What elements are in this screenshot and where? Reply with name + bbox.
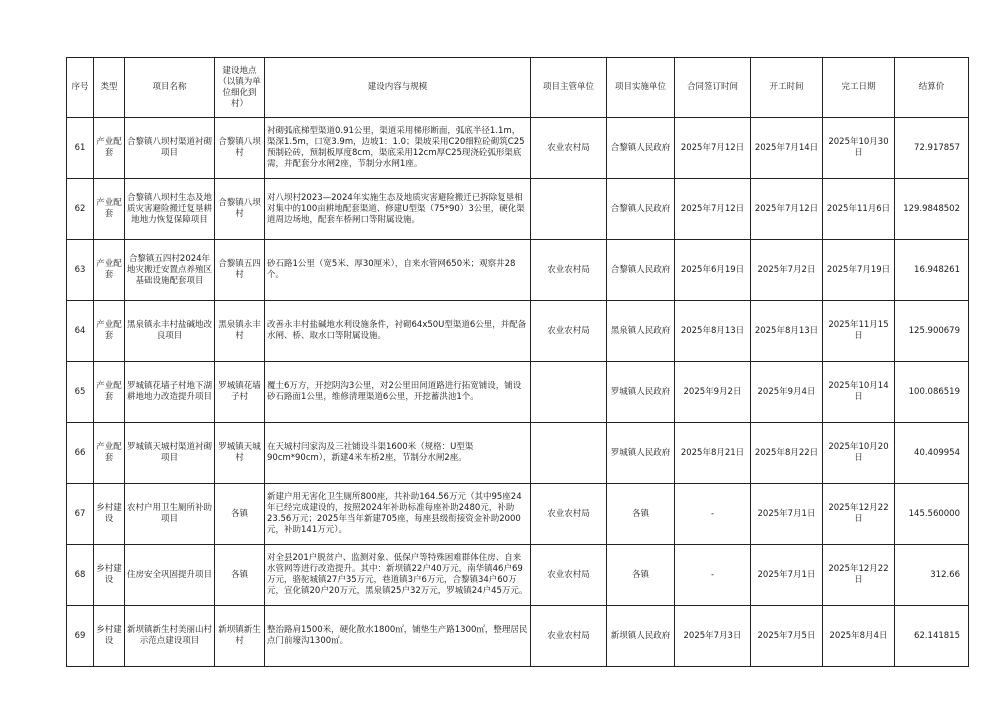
cell-seq: 69 xyxy=(67,606,94,667)
cell-content: 新建户用无害化卫生厕所800座，共补助164.56万元（其中95座24年已经完成建设的，按照2024年补助标准每座补助2480元，补助23.56万元；2025年当年新建705座，每座县级衔接资金补助2000元，补助141万元）。 xyxy=(265,484,531,545)
cell-dept: 农业农村局 xyxy=(531,484,607,545)
cell-location: 合黎镇八坝村 xyxy=(215,179,265,240)
cell-type: 产业配套 xyxy=(94,423,125,484)
cell-content: 整治路肩1500米，硬化散水1800㎡，铺垫生产路1300㎡，整理居民点门前壕沟1300㎡。 xyxy=(265,606,531,667)
table-row xyxy=(67,606,969,667)
cell-contract: 2025年8月21日 xyxy=(675,423,751,484)
table-row xyxy=(67,301,969,362)
cell-start: 2025年7月1日 xyxy=(751,484,823,545)
cell-location: 合黎镇五四村 xyxy=(215,240,265,301)
cell-name: 合黎镇五四村2024年地灾搬迁安置点养殖区基础设施配套项目 xyxy=(125,240,215,301)
cell-amount: 72.917857 xyxy=(895,118,969,179)
cell-seq: 68 xyxy=(67,545,94,606)
cell-impl: 合黎镇人民政府 xyxy=(607,118,675,179)
cell-amount: 16.948261 xyxy=(895,240,969,301)
table-row xyxy=(67,423,969,484)
cell-type: 乡村建设 xyxy=(94,545,125,606)
cell-content: 砂石路1公里（宽5米、厚30厘米），自来水管网650米；观察井28个。 xyxy=(265,240,531,301)
cell-impl: 罗城镇人民政府 xyxy=(607,362,675,423)
cell-contract: - xyxy=(675,545,751,606)
cell-start: 2025年7月14日 xyxy=(751,118,823,179)
cell-type: 乡村建设 xyxy=(94,606,125,667)
cell-dept: 农业农村局 xyxy=(531,301,607,362)
table-header-row xyxy=(67,58,969,118)
cell-impl: 各镇 xyxy=(607,484,675,545)
cell-name: 农村户用卫生厕所补助项目 xyxy=(125,484,215,545)
cell-name: 罗城镇天城村渠道衬砌项目 xyxy=(125,423,215,484)
cell-contract: 2025年7月3日 xyxy=(675,606,751,667)
cell-dept: 农业农村局 xyxy=(531,240,607,301)
cell-type: 产业配套 xyxy=(94,240,125,301)
cell-seq: 64 xyxy=(67,301,94,362)
cell-amount: 62.141815 xyxy=(895,606,969,667)
cell-end: 2025年11月6日 xyxy=(823,179,895,240)
cell-type: 乡村建设 xyxy=(94,484,125,545)
cell-location: 罗城镇花墙子村 xyxy=(215,362,265,423)
cell-start: 2025年8月22日 xyxy=(751,423,823,484)
cell-start: 2025年7月2日 xyxy=(751,240,823,301)
header-type: 类型 xyxy=(94,58,125,118)
cell-location: 黑泉镇永丰村 xyxy=(215,301,265,362)
header-impl: 项目实施单位 xyxy=(607,58,675,118)
cell-contract: 2025年6月19日 xyxy=(675,240,751,301)
header-amount: 结算价 xyxy=(895,58,969,118)
table-row xyxy=(67,118,969,179)
table-row xyxy=(67,545,969,606)
cell-seq: 65 xyxy=(67,362,94,423)
cell-content: 覆土6万方，开挖阴沟3公里，对2公里田间道路进行拓宽铺设，铺设砂石路面1公里，维修清理渠道6公里，开挖蓄洪池1个。 xyxy=(265,362,531,423)
cell-dept: 农业农村局 xyxy=(531,545,607,606)
cell-name: 合黎镇八坝村渠道衬砌项目 xyxy=(125,118,215,179)
cell-start: 2025年9月4日 xyxy=(751,362,823,423)
header-content: 建设内容与规模 xyxy=(265,58,531,118)
header-dept: 项目主管单位 xyxy=(531,58,607,118)
project-table-sheet xyxy=(66,57,968,667)
cell-impl: 罗城镇人民政府 xyxy=(607,423,675,484)
cell-start: 2025年7月12日 xyxy=(751,179,823,240)
cell-impl: 新坝镇人民政府 xyxy=(607,606,675,667)
header-start: 开工时间 xyxy=(751,58,823,118)
cell-contract: 2025年9月2日 xyxy=(675,362,751,423)
cell-location: 各镇 xyxy=(215,484,265,545)
cell-impl: 各镇 xyxy=(607,545,675,606)
cell-seq: 62 xyxy=(67,179,94,240)
cell-amount: 145.560000 xyxy=(895,484,969,545)
cell-dept: 农业农村局 xyxy=(531,606,607,667)
cell-location: 合黎镇八坝村 xyxy=(215,118,265,179)
cell-amount: 100.086519 xyxy=(895,362,969,423)
cell-contract: 2025年7月12日 xyxy=(675,118,751,179)
cell-name: 合黎镇八坝村生态及地质灾害避险搬迁复垦耕地地力恢复保障项目 xyxy=(125,179,215,240)
cell-seq: 67 xyxy=(67,484,94,545)
header-contract: 合同签订时间 xyxy=(675,58,751,118)
cell-content: 对全县201户脱贫户、监测对象、低保户等特殊困难群体住房、自来水管网等进行改造提升。其中：新坝镇22户40万元，南华镇46户69万元，骆驼城镇27户35万元，巷道镇3户6万元，合黎镇34户60万元，宣化镇20户20万元，黑泉镇25户32万元，罗城镇24户45万元。 xyxy=(265,545,531,606)
table-row xyxy=(67,484,969,545)
cell-dept xyxy=(531,362,607,423)
cell-impl: 合黎镇人民政府 xyxy=(607,179,675,240)
cell-dept xyxy=(531,423,607,484)
cell-amount: 40.409954 xyxy=(895,423,969,484)
cell-content: 在天城村闫家沟及三社铺设斗渠1600米（规格：U型渠90cm*90cm），新建4米车桥2座，节制分水闸2座。 xyxy=(265,423,531,484)
cell-type: 产业配套 xyxy=(94,301,125,362)
cell-end: 2025年11月15日 xyxy=(823,301,895,362)
cell-end: 2025年12月22日 xyxy=(823,484,895,545)
cell-contract: 2025年8月13日 xyxy=(675,301,751,362)
cell-seq: 61 xyxy=(67,118,94,179)
cell-amount: 312.66 xyxy=(895,545,969,606)
cell-name: 罗城镇花墙子村地下湖耕地地力改造提升项目 xyxy=(125,362,215,423)
cell-name: 住房安全巩固提升项目 xyxy=(125,545,215,606)
cell-end: 2025年10月14日 xyxy=(823,362,895,423)
cell-location: 各镇 xyxy=(215,545,265,606)
cell-location: 罗城镇天城村 xyxy=(215,423,265,484)
cell-type: 产业配套 xyxy=(94,362,125,423)
cell-end: 2025年7月19日 xyxy=(823,240,895,301)
cell-content: 对八坝村2023—2024年实施生态及地质灾害避险搬迁已拆除复垦相对集中的100亩耕地配套渠道、修建U型渠（75*90）3公里，硬化渠道周边场地，配套车桥闸口等附属设施。 xyxy=(265,179,531,240)
cell-amount: 129.9848502 xyxy=(895,179,969,240)
cell-dept: 农业农村局 xyxy=(531,118,607,179)
cell-type: 产业配套 xyxy=(94,179,125,240)
cell-impl: 合黎镇人民政府 xyxy=(607,240,675,301)
header-location: 建设地点（以镇为单位细化到村） xyxy=(215,58,265,118)
cell-seq: 63 xyxy=(67,240,94,301)
header-end: 完工日期 xyxy=(823,58,895,118)
cell-contract: 2025年7月12日 xyxy=(675,179,751,240)
cell-name: 新坝镇新生村美丽山村示范点建设项目 xyxy=(125,606,215,667)
cell-content: 改善永丰村盐碱地水利设施条件，衬砌64x50U型渠道6公里，并配备水闸、桥、取水口等附属设施。 xyxy=(265,301,531,362)
cell-start: 2025年7月1日 xyxy=(751,545,823,606)
cell-start: 2025年8月13日 xyxy=(751,301,823,362)
cell-contract: - xyxy=(675,484,751,545)
cell-end: 2025年10月20日 xyxy=(823,423,895,484)
cell-impl: 黑泉镇人民政府 xyxy=(607,301,675,362)
table-row xyxy=(67,179,969,240)
cell-seq: 66 xyxy=(67,423,94,484)
cell-end: 2025年10月30日 xyxy=(823,118,895,179)
cell-content: 衬砌弧底梯型渠道0.91公里，渠道采用梯形断面，弧底半径1.1m，渠深1.5m，口宽3.9m，边坡1：1.0；渠坡采用C20细粒砼砌筑C25预制砼砖，预制板厚度8cm，渠底采用12cm厚C25现浇砼弧形渠底需，并配套分水闸2座，节制分水闸1座。 xyxy=(265,118,531,179)
cell-amount: 125.900679 xyxy=(895,301,969,362)
header-seq: 序号 xyxy=(67,58,94,118)
cell-name: 黑泉镇永丰村盐碱地改良项目 xyxy=(125,301,215,362)
cell-type: 产业配套 xyxy=(94,118,125,179)
cell-end: 2025年8月4日 xyxy=(823,606,895,667)
table-row xyxy=(67,240,969,301)
cell-dept xyxy=(531,179,607,240)
header-name: 项目名称 xyxy=(125,58,215,118)
cell-end: 2025年12月22日 xyxy=(823,545,895,606)
cell-start: 2025年7月5日 xyxy=(751,606,823,667)
cell-location: 新坝镇新生村 xyxy=(215,606,265,667)
table-row xyxy=(67,362,969,423)
project-table xyxy=(66,57,969,667)
